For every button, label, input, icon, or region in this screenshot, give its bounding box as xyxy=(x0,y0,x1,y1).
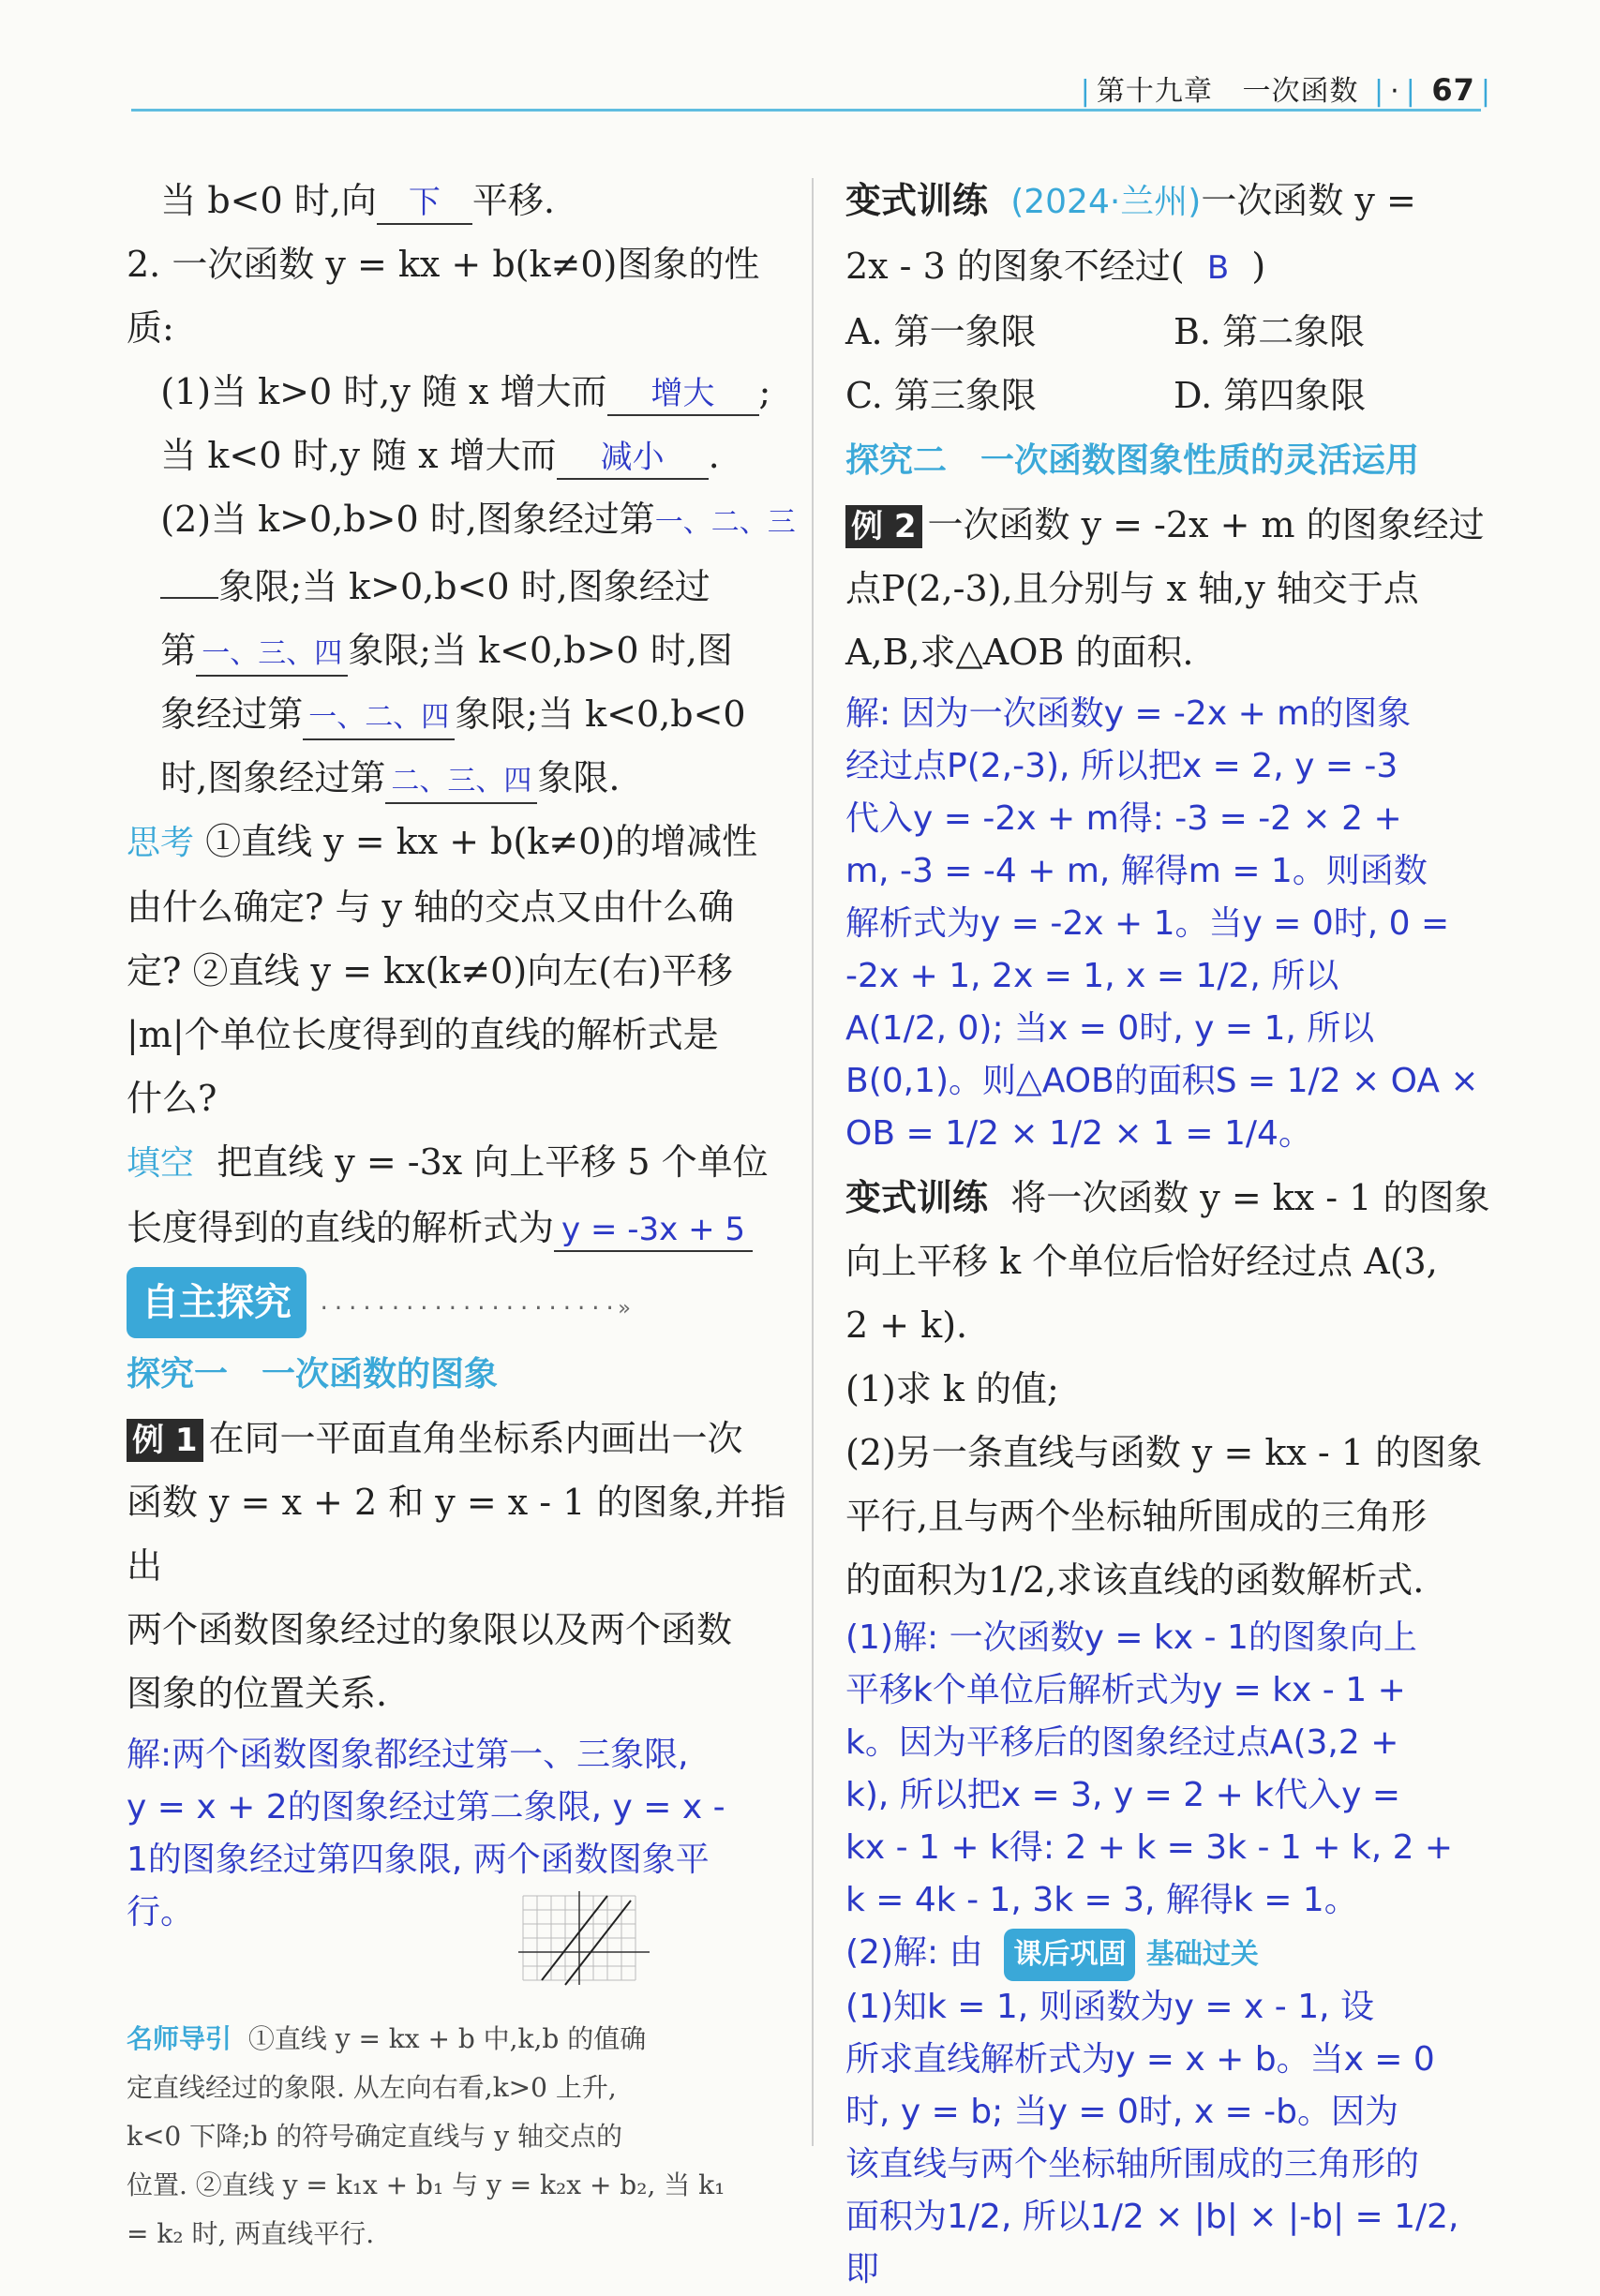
variant-2-label: 变式训练 xyxy=(845,1177,989,1218)
header-separator: · xyxy=(1390,75,1400,108)
text-line: 时,图象经过第 二、三、四 象限. xyxy=(127,746,797,810)
text-line: 的面积为1/2,求该直线的函数解析式. xyxy=(845,1559,1425,1601)
section-title: 一次函数 xyxy=(1242,75,1359,108)
text-line: 向上平移 k 个单位后恰好经过点 A(3, xyxy=(845,1241,1438,1282)
text-line: (1)求 k 的值; xyxy=(845,1368,1059,1409)
running-header: | 第十九章 一次函数 | · | 67 | xyxy=(1080,72,1491,108)
text-line: 图象的位置关系. xyxy=(127,1673,388,1714)
banner-dots: ·····················» xyxy=(318,1297,633,1320)
answer: 一、三、四 xyxy=(202,637,343,670)
answer: 二、三、四 xyxy=(391,765,532,798)
explore-1-heading: 探究一 一次函数的图象 xyxy=(127,1355,499,1394)
right-column xyxy=(845,169,1502,2296)
example-2-tag: 例 2 xyxy=(845,505,922,548)
chapter-title: 第十九章 xyxy=(1096,75,1213,108)
text-line: 点P(2,-3),且分别与 x 轴,y 轴交于点 xyxy=(845,568,1419,609)
options-row xyxy=(845,364,1502,427)
options-row xyxy=(845,300,1502,364)
page-header xyxy=(0,0,1600,122)
think-block: 思考 ①直线 y = kx + b(k≠0)的增减性 xyxy=(127,821,758,862)
answer: 一、二、四 xyxy=(308,701,450,734)
text-line: |m|个单位长度得到的直线的解析式是 xyxy=(127,1014,719,1055)
text-line: 长度得到的直线的解析式为 y = -3x + 5 xyxy=(127,1196,797,1260)
text-line: 第 一、三、四 象限;当 k<0,b>0 时,图 xyxy=(127,619,797,682)
text-line: (2)另一条直线与函数 y = kx - 1 的图象 xyxy=(845,1432,1483,1473)
text-line: A,B,求△AOB 的面积. xyxy=(845,632,1194,673)
page-number: 67 xyxy=(1431,72,1475,108)
variant-1-source: (2024·兰州) xyxy=(1010,183,1202,221)
fill-block: 填空 把直线 y = -3x 向上平移 5 个单位 xyxy=(127,1141,769,1183)
text-line: 2x - 3 的图象不经过( B ) xyxy=(845,246,1266,287)
example-1-tag: 例 1 xyxy=(127,1419,203,1462)
text-line: 什么? xyxy=(127,1078,217,1119)
think-label: 思考 xyxy=(127,824,195,862)
variant-2: 变式训练 将一次函数 y = kx - 1 的图象 xyxy=(845,1177,1490,1218)
self-study-banner: 自主探究 xyxy=(127,1267,307,1338)
coordinate-graph xyxy=(514,1886,654,2005)
answer: 下 xyxy=(408,184,441,221)
column-divider xyxy=(812,178,814,2146)
tip-label: 名师导引 xyxy=(127,2023,232,2054)
example-2: 例 2 一次函数 y = -2x + m 的图象经过 xyxy=(845,493,1502,557)
question-2-title: 2. 一次函数 y = kx + b(k≠0)图象的性质: xyxy=(127,244,760,349)
explore-2-heading: 探究二 一次函数图象性质的灵活运用 xyxy=(845,441,1420,480)
option-b: B. 第二象限 xyxy=(1174,311,1366,352)
text-line: 定? ②直线 y = kx(k≠0)向左(右)平移 xyxy=(127,950,733,991)
option-c: C. 第三象限 xyxy=(845,375,1037,416)
text-line: 当 k<0 时,y 随 x 增大而 减小 . xyxy=(127,424,797,487)
text-line: 象经过第 一、二、四 象限;当 k<0,b<0 xyxy=(127,682,797,746)
teacher-tip: 名师导引 ①直线 y = kx + b 中,k,b 的值确 定直线经过的象限. 从左向右看,k>0 上升, k<0 下降;b 的符号确定直线与 y 轴交点的 位置. ②直线 y = k₁x + b₁ 与 y = k₂x + b₂, 当 k₁ = k₂ 时, 两直线平行. xyxy=(127,2023,725,2249)
variant-1-label: 变式训练 xyxy=(845,180,989,221)
header-rule xyxy=(131,109,1481,112)
example-1: 例 1 在同一平面直角坐标系内画出一次 xyxy=(127,1407,797,1470)
solution-3: (1)解: 一次函数y = kx - 1的图象向上 平移k个单位后解析式为y = kx - 1 + k。因为平移后的图象经过点A(3,2 + k), 所以把x = 3, y = 2 + k代入y = kx - 1 + k得: 2 + k = 3k - 1 + k, 2 + k = 4k - 1, 3k = 3, 解得k = 1。 (2)解: 由 课后巩固 基础过关 (1)知k = 1, 则函数为y = x - 1, 设 所求直线解析式为y = x + b。当x = 0 时, y = b; 当y = 0时, x = -b。因为 该直线与两个坐标轴所围成的三角形的 面积为1/2, 所以1/2 × |b| × |-b| = 1/2, 即 xyxy=(845,1618,1459,2289)
text-line: 函数 y = x + 2 和 y = x - 1 的图象,并指出 xyxy=(127,1482,786,1587)
answer: y = -3x + 5 xyxy=(561,1211,745,1248)
text-line: 由什么确定? 与 y 轴的交点又由什么确 xyxy=(127,887,735,928)
fill-label: 填空 xyxy=(127,1144,195,1183)
option-a: A. 第一象限 xyxy=(845,311,1037,352)
answer: 一、二、三 xyxy=(654,506,796,539)
text-line: 平行,且与两个坐标轴所围成的三角形 xyxy=(845,1496,1428,1537)
variant-1: 变式训练 (2024·兰州)一次函数 y = xyxy=(845,180,1416,221)
basic-level-heading: 基础过关 xyxy=(1145,1938,1259,1971)
section-banner-row xyxy=(127,1267,797,1341)
text-line: 2 + k). xyxy=(845,1305,968,1346)
solution-1: 解:两个函数图象都经过第一、三象限, y = x + 2的图象经过第二象限, y = x - 1的图象经过第四象限, 两个函数图象平 行。 xyxy=(127,1729,797,2005)
left-column xyxy=(127,169,797,2259)
after-class-banner: 课后巩固 xyxy=(1004,1929,1135,1981)
text-line: (2)当 k>0,b>0 时,图象经过第一、二、三 xyxy=(160,499,796,540)
answer: 增大 xyxy=(650,375,715,412)
answer: 减小 xyxy=(600,439,665,476)
text-line: (1)当 k>0 时,y 随 x 增大而 增大 ; xyxy=(127,360,797,424)
text-line: 当 b<0 时,向 下 平移. xyxy=(127,169,797,232)
option-d: D. 第四象限 xyxy=(1174,375,1367,416)
solution-2: 解: 因为一次函数y = -2x + m的图象 经过点P(2,-3), 所以把x = 2, y = -3 代入y = -2x + m得: -3 = -2 × 2 + m, -3 = -4 + m, 解得m = 1。则函数 解析式为y = -2x + 1。当y = 0时, 0 = -2x + 1, 2x = 1, x = 1/2, 所以 A(1/2, 0); 当x = 0时, y = 1, 所以 B(0,1)。则△AOB的面积S = 1/2 × OA × OB = 1/2 × 1/2 × 1 = 1/4。 xyxy=(845,694,1479,1153)
text-line: 象限;当 k>0,b<0 时,图象经过 xyxy=(127,555,797,619)
answer: B xyxy=(1206,249,1230,287)
text-line: 两个函数图象经过的象限以及两个函数 xyxy=(127,1609,733,1650)
